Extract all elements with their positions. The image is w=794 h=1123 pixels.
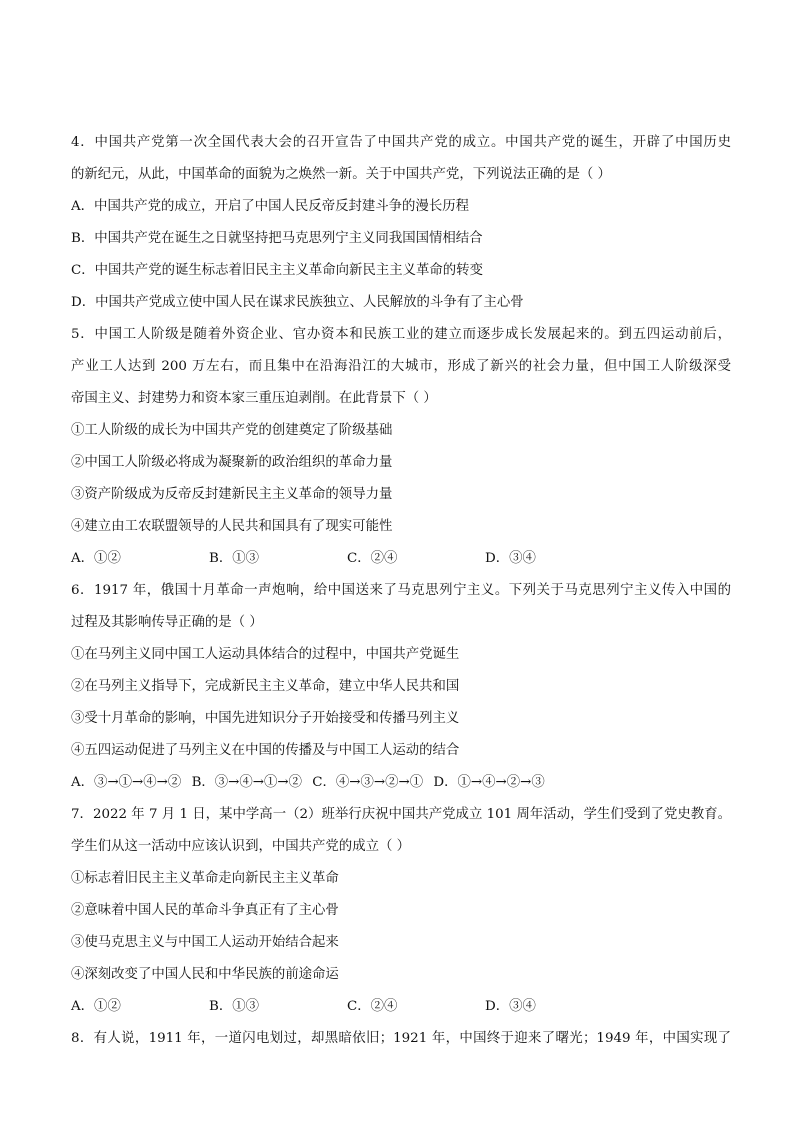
- choice-a: A．①②: [71, 999, 121, 1014]
- option-b: B．中国共产党在诞生之日就坚持把马克思列宁主义同我国国情相结合: [71, 231, 483, 246]
- choice-b: B．①③: [209, 551, 260, 566]
- choice-b: B．①③: [209, 999, 260, 1014]
- question-6: [71, 575, 731, 799]
- option-c: C．中国共产党的诞生标志着旧民主主义革命向新民主主义革命的转变: [71, 263, 483, 278]
- question-stem-line: 4．中国共产党第一次全国代表大会的召开宣告了中国共产党的成立。中国共产党的诞生，开辟了中国历史: [71, 135, 731, 150]
- statement-4: ④深刻改变了中国人民和中华民族的前途命运: [71, 967, 339, 982]
- choice-row: [71, 991, 731, 1023]
- option-d: D．中国共产党成立使中国人民在谋求民族独立、人民解放的斗争有了主心骨: [71, 295, 524, 310]
- question-stem-line: 学生们从这一活动中应该认识到，中国共产党的成立（ ）: [71, 839, 411, 854]
- statement-2: ②在马列主义指导下，完成新民主主义革命，建立中华人民共和国: [71, 679, 460, 694]
- statement-4: ④建立由工农联盟领导的人民共和国具有了现实可能性: [71, 519, 393, 534]
- choice-d: D．③④: [485, 999, 536, 1014]
- statement-2: ②意味着中国人民的革命斗争真正有了主心骨: [71, 903, 339, 918]
- statement-1: ①在马列主义同中国工人运动具体结合的过程中，中国共产党诞生: [71, 647, 460, 662]
- choice-a: A．③→①→④→②: [71, 775, 182, 790]
- statement-2: ②中国工人阶级必将成为凝聚新的政治组织的革命力量: [71, 455, 393, 470]
- choice-row: [71, 767, 731, 799]
- statement-4: ④五四运动促进了马列主义在中国的传播及与中国工人运动的结合: [71, 743, 460, 758]
- option-a: A．中国共产党的成立，开启了中国人民反帝反封建斗争的漫长历程: [71, 199, 469, 214]
- question-stem-line: 产业工人达到 200 万左右，而且集中在沿海沿江的大城市，形成了新兴的社会力量，但中国工人阶级深受: [71, 359, 731, 374]
- choice-d: D．①→④→②→③: [433, 775, 545, 790]
- choice-b: B．③→④→①→②: [191, 775, 303, 790]
- statement-3: ③使马克思主义与中国工人运动开始结合起来: [71, 935, 339, 950]
- question-5: [71, 319, 731, 575]
- statement-1: ①工人阶级的成长为中国共产党的创建奠定了阶级基础: [71, 423, 393, 438]
- question-stem-line: 帝国主义、封建势力和资本家三重压迫剥削。在此背景下（ ）: [71, 391, 437, 406]
- question-stem-line: 7．2022 年 7 月 1 日，某中学高一（2）班举行庆祝中国共产党成立 101 周年活动，学生们受到了党史教育。: [71, 807, 731, 822]
- question-4: [71, 127, 731, 319]
- question-stem-line: 的新纪元，从此，中国革命的面貌为之焕然一新。关于中国共产党，下列说法正确的是（ ）: [71, 167, 611, 182]
- choice-a: A．①②: [71, 551, 121, 566]
- statement-3: ③受十月革命的影响，中国先进知识分子开始接受和传播马列主义: [71, 711, 460, 726]
- choice-d: D．③④: [485, 551, 536, 566]
- choice-c: C．②④: [347, 551, 398, 566]
- statement-1: ①标志着旧民主主义革命走向新民主主义革命: [71, 871, 339, 886]
- choice-row: [71, 543, 731, 575]
- statement-3: ③资产阶级成为反帝反封建新民主主义革命的领导力量: [71, 487, 393, 502]
- choice-c: C．②④: [347, 999, 398, 1014]
- question-7: [71, 799, 731, 1023]
- question-stem-line: 6．1917 年，俄国十月革命一声炮响，给中国送来了马克思列宁主义。下列关于马克思列宁主义传入中国的: [71, 583, 731, 598]
- question-8: [71, 1023, 731, 1055]
- question-stem-line: 5．中国工人阶级是随着外资企业、官办资本和民族工业的建立而逐步成长发展起来的。到五四运动前后，: [71, 327, 731, 342]
- question-list: [71, 127, 731, 1055]
- question-stem-line: 过程及其影响传导正确的是（ ）: [71, 615, 263, 630]
- choice-c: C．④→③→②→①: [312, 775, 424, 790]
- question-stem-line: 8．有人说，1911 年，一道闪电划过，却黑暗依旧；1921 年，中国终于迎来了曙光；1949 年，中国实现了: [71, 1031, 731, 1046]
